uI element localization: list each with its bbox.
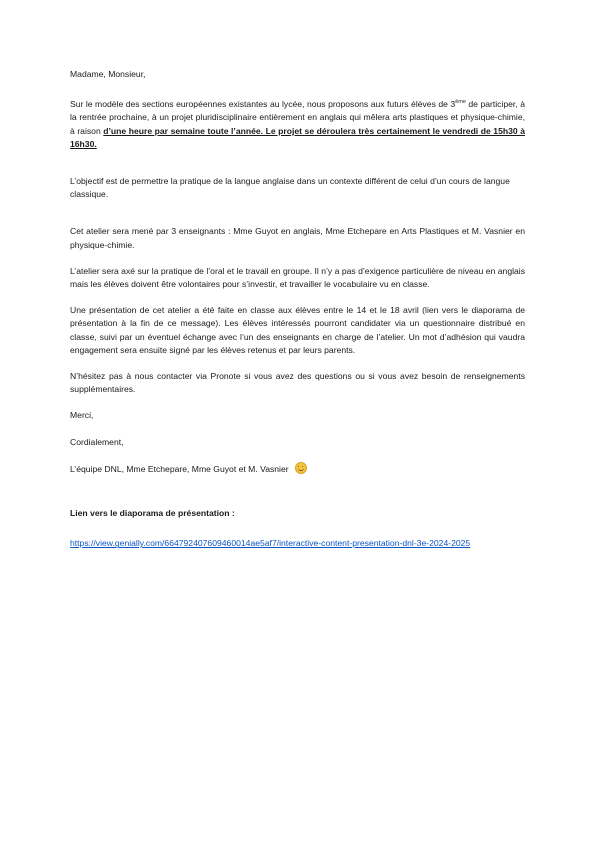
- paragraph-contact: N’hésitez pas à nous contacter via Pronote si vous avez des questions ou si vous avez besoin de renseignements supplémentaires.: [70, 371, 525, 395]
- paragraph-presentation: Une présentation de cet atelier a été faite en classe aux élèves entre le 14 et le 18 avril (lien vers le diaporama de présentation à la fin de ce message). Les élèves intéressés pourront candidater via un questionnaire distribué en classe, suivi par un éventuel échange avec l’un des enseignants en charge de l’atelier. Un mot d’adhésion qui vaudra engagement sera ensuite signé par les élèves retenus et par leurs parents.: [70, 305, 525, 355]
- project-text-middle: de participer, à la rentrée prochaine, à un projet pluridisciplinaire entièrement en anglais qui mêlera arts plastiques et physique-chimie, à raison: [70, 99, 525, 136]
- smiley-icon: [295, 462, 307, 474]
- grade-superscript: ème: [455, 99, 466, 106]
- link-paragraph: [70, 537, 525, 550]
- paragraph-objective: L’objectif est de permettre la pratique de la langue anglaise dans un contexte différent de celui d’un cours de langue classique.: [70, 176, 510, 200]
- paragraph-teachers: Cet atelier sera mené par 3 enseignants : Mme Guyot en anglais, Mme Etchepare en Arts Plastiques et M. Vasnier en physique-chimie.: [70, 226, 525, 250]
- closing-line: Cordialement,: [70, 436, 124, 447]
- thanks-line: Merci,: [70, 410, 94, 421]
- link-heading: Lien vers le diaporama de présentation :: [70, 508, 235, 519]
- paragraph-project: [70, 98, 525, 151]
- signature-line: [70, 462, 525, 476]
- signature-text: L’équipe DNL, Mme Etchepare, Mme Guyot et M. Vasnier: [70, 463, 289, 474]
- schedule-emphasis: d’une heure par semaine toute l’année. Le projet se déroulera très certainement le vendredi de 15h30 à 16h30.: [70, 125, 525, 149]
- salutation: Madame, Monsieur,: [70, 69, 146, 79]
- project-text-start: Sur le modèle des sections européennes existantes au lycée, nous proposons aux futurs élèves de 3: [70, 99, 456, 110]
- presentation-link[interactable]: https://view.genially.com/664792407609460014ae5af7/interactive-content-presentation-dnl-3e-2024-2025: [70, 538, 471, 549]
- paragraph-workshop: L’atelier sera axé sur la pratique de l’oral et le travail en groupe. Il n’y a pas d’exigence particulière de niveau en anglais mais les élèves doivent être volontaires pour s’investir, et travailler le vocabulaire vu en classe.: [70, 265, 525, 290]
